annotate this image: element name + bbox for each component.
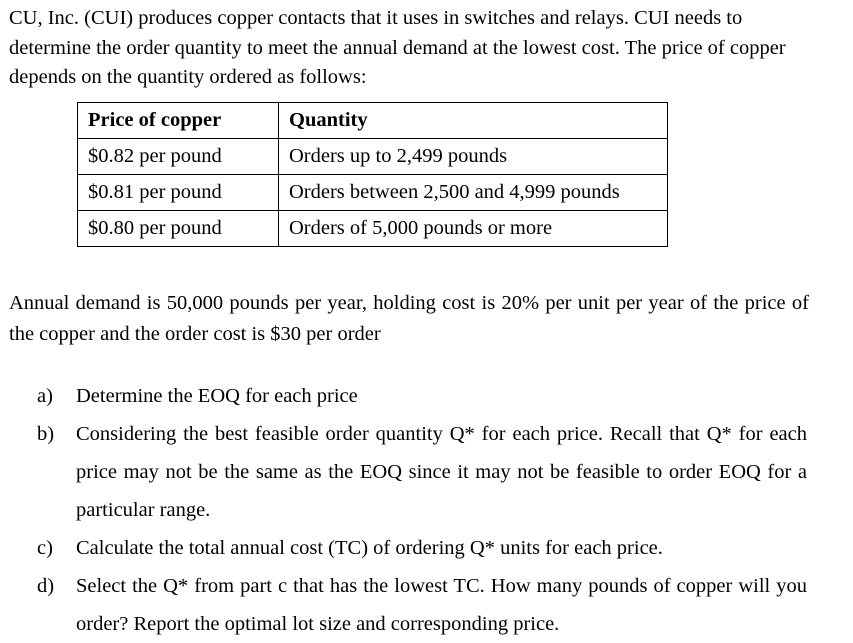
- question-marker: c): [37, 537, 53, 559]
- intro-paragraph: CU, Inc. (CUI) produces copper contacts that it uses in switches and relays. CUI needs to determine the order quantity to meet the annual demand at the lowest cost. The price of copper depends on the quantity ordered as follows:: [9, 7, 786, 88]
- question-text: Considering the best feasible order quantity Q* for each price. Recall that Q* for each price may not be the same as the EOQ since it may not be feasible to order EOQ for a particular range.: [76, 423, 807, 521]
- price-quantity-table: [77, 102, 668, 247]
- table-row: [78, 139, 668, 175]
- question-text: Determine the EOQ for each price: [76, 385, 358, 407]
- question-text: Calculate the total annual cost (TC) of ordering Q* units for each price.: [76, 537, 663, 559]
- question-item-c: [37, 529, 807, 567]
- question-marker: d): [37, 575, 55, 597]
- table-cell-quantity: Orders up to 2,499 pounds: [279, 139, 668, 175]
- question-text: Select the Q* from part c that has the lowest TC. How many pounds of copper will you order? Report the optimal lot size and corresponding price.: [76, 575, 807, 635]
- demand-paragraph: Annual demand is 50,000 pounds per year, holding cost is 20% per unit per year of the price of the copper and the order cost is $30 per order: [9, 292, 809, 345]
- question-item-b: [37, 415, 807, 529]
- question-list: [37, 377, 807, 643]
- table-cell-quantity: Orders between 2,500 and 4,999 pounds: [279, 175, 668, 211]
- table-cell-price: $0.81 per pound: [78, 175, 279, 211]
- question-item-d: [37, 567, 807, 643]
- table-cell-price: $0.80 per pound: [78, 211, 279, 247]
- table-cell-quantity: Orders of 5,000 pounds or more: [279, 211, 668, 247]
- table-header-quantity: Quantity: [279, 103, 668, 139]
- table-header-row: [78, 103, 668, 139]
- table-row: [78, 211, 668, 247]
- table-cell-price: $0.82 per pound: [78, 139, 279, 175]
- question-item-a: [37, 377, 807, 415]
- table-row: [78, 175, 668, 211]
- table-header-price: Price of copper: [78, 103, 279, 139]
- question-marker: a): [37, 385, 53, 407]
- question-marker: b): [37, 423, 55, 445]
